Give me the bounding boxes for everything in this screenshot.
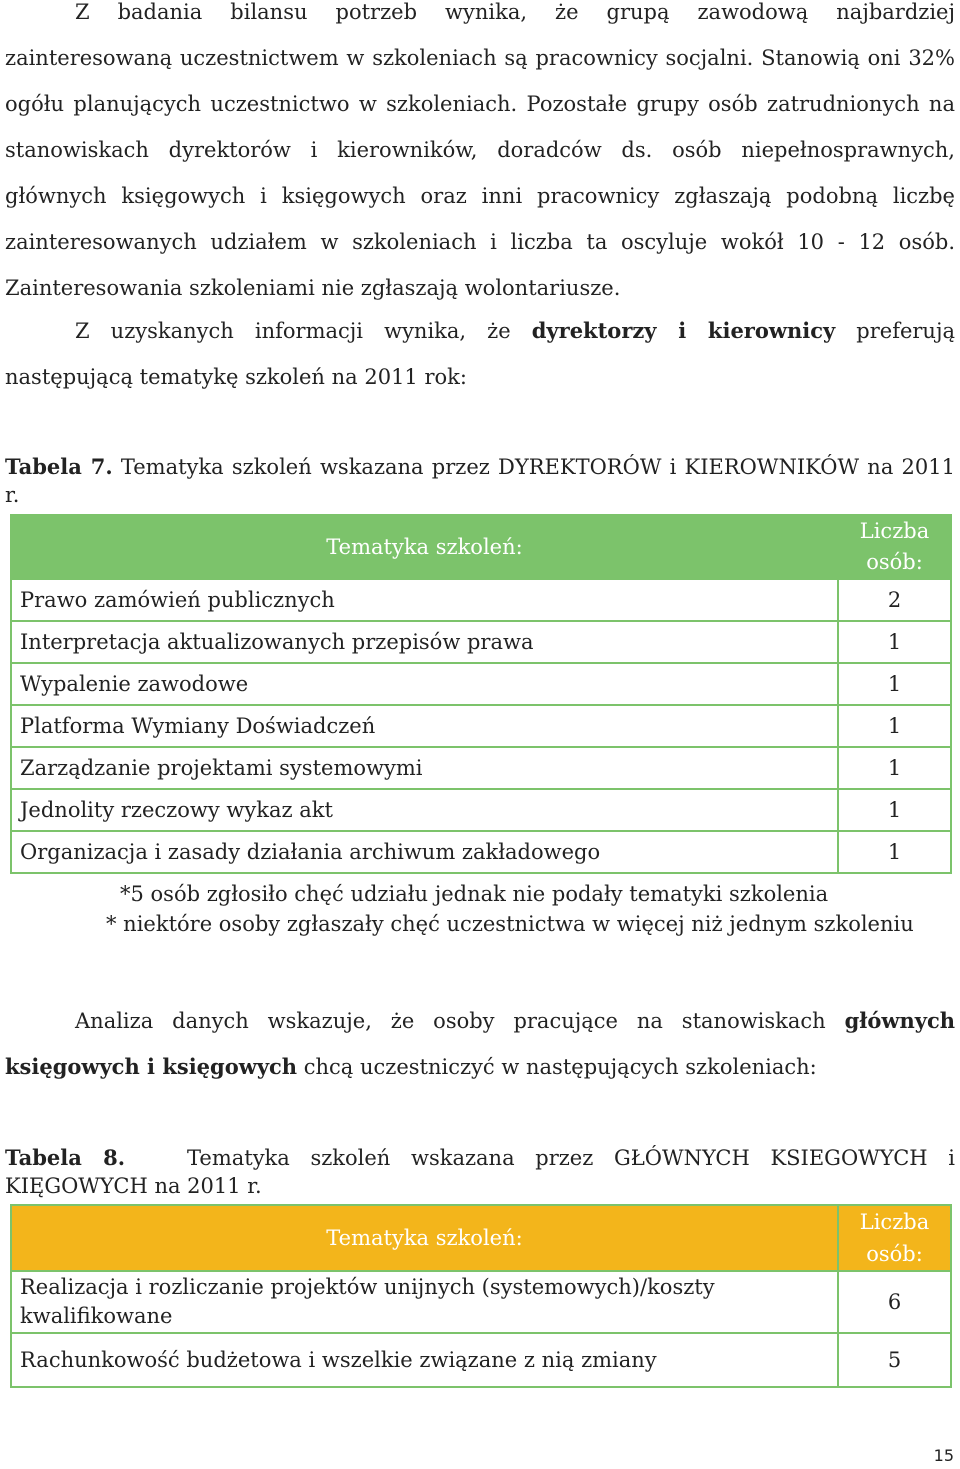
row-topic: Realizacja i rozliczanie projektów unijnych (systemowych)/koszty kwalifikowane: [11, 1271, 838, 1333]
row-count: 5: [838, 1333, 951, 1387]
bold-text: dyrektorzy i kierownicy: [531, 318, 836, 343]
text-span: Z uzyskanych informacji wynika, że: [75, 319, 532, 343]
text-line: wokół 10 - 12 osób. Zainteresowania szkoleniami nie zgłaszają wolontariusze.: [5, 230, 955, 300]
header-count-line: osób:: [866, 1242, 923, 1266]
text-span: Analiza danych wskazuje, że osoby pracujące na stanowiskach: [75, 1009, 845, 1033]
table-row: [11, 705, 951, 747]
caption-label: Tabela 8.: [5, 1145, 126, 1170]
row-count: 1: [838, 831, 951, 873]
text-span: chcą uczestniczyć w następujących szkoleniach:: [297, 1055, 817, 1079]
row-count: 6: [838, 1271, 951, 1333]
table-row: [11, 789, 951, 831]
table7: [10, 514, 952, 874]
table-row: [11, 1333, 951, 1387]
row-count: 1: [838, 747, 951, 789]
row-topic: Zarządzanie projektami systemowymi: [11, 747, 838, 789]
bold-text: głównych: [844, 1008, 955, 1033]
text-span: preferują: [835, 319, 955, 343]
header-count: [838, 1205, 951, 1271]
text-line: zgłaszają podobną liczbę zainteresowanych udziałem w szkoleniach i liczba ta oscyluje: [5, 184, 955, 254]
intro-paragraph: [5, 0, 955, 311]
caption-text: Tematyka szkoleń wskazana przez DYREKTORÓW i KIEROWNIKÓW na 2011 r.: [5, 455, 955, 507]
directors-paragraph: [5, 308, 955, 400]
header-count-line: osób:: [866, 550, 923, 574]
page-number: 15: [933, 1446, 954, 1465]
row-topic: Prawo zamówień publicznych: [11, 579, 838, 621]
table8-caption: [5, 1144, 955, 1200]
table-header-row: [11, 515, 951, 579]
header-count: [838, 515, 951, 579]
caption-text: Tematyka szkoleń wskazana przez GŁÓWNYCH KSIEGOWYCH i KIĘGOWYCH na 2011 r.: [5, 1146, 955, 1198]
row-topic: Interpretacja aktualizowanych przepisów prawa: [11, 621, 838, 663]
accountants-paragraph: [5, 998, 955, 1090]
table-row: [11, 747, 951, 789]
table7-note-1: *5 osób zgłosiło chęć udziału jednak nie podały tematyki szkolenia: [120, 882, 829, 906]
row-topic: Organizacja i zasady działania archiwum zakładowego: [11, 831, 838, 873]
table8: [10, 1204, 952, 1388]
table-row: [11, 1271, 951, 1333]
text-line: Z badania bilansu potrzeb wynika, że grupą zawodową najbardziej: [75, 0, 955, 24]
text-line: zatrudnionych na stanowiskach dyrektorów i kierowników, doradców ds. osób: [5, 92, 955, 162]
header-count-line: Liczba: [859, 1210, 930, 1234]
header-topic: Tematyka szkoleń:: [11, 1205, 838, 1271]
row-count: 1: [838, 663, 951, 705]
table7-note-2: * niektóre osoby zgłaszały chęć uczestnictwa w więcej niż jednym szkoleniu: [106, 912, 914, 936]
header-topic: Tematyka szkoleń:: [11, 515, 838, 579]
bold-text: księgowych i księgowych: [5, 1054, 298, 1079]
row-topic: Platforma Wymiany Doświadczeń: [11, 705, 838, 747]
row-topic: Wypalenie zawodowe: [11, 663, 838, 705]
table-row: [11, 663, 951, 705]
table-row: [11, 831, 951, 873]
header-count-line: Liczba: [859, 519, 930, 543]
table7-caption: [5, 453, 955, 509]
row-count: 1: [838, 705, 951, 747]
table-row: [11, 579, 951, 621]
row-count: 1: [838, 789, 951, 831]
text-line: następującą tematykę szkoleń na 2011 rok:: [5, 365, 467, 389]
row-topic: Rachunkowość budżetowa i wszelkie związane z nią zmiany: [11, 1333, 838, 1387]
caption-label: Tabela 7.: [5, 454, 113, 479]
table-row: [11, 621, 951, 663]
row-count: 1: [838, 621, 951, 663]
row-topic: Jednolity rzeczowy wykaz akt: [11, 789, 838, 831]
text-line: niepełnosprawnych, głównych księgowych i księgowych oraz inni pracownicy: [5, 138, 955, 208]
row-count: 2: [838, 579, 951, 621]
text-line: zainteresowaną uczestnictwem w szkoleniach są pracownicy socjalni. Stanowią oni: [5, 46, 901, 70]
text-line: 32% ogółu planujących uczestnictwo w szkoleniach. Pozostałe grupy osób: [5, 46, 955, 116]
table-header-row: [11, 1205, 951, 1271]
